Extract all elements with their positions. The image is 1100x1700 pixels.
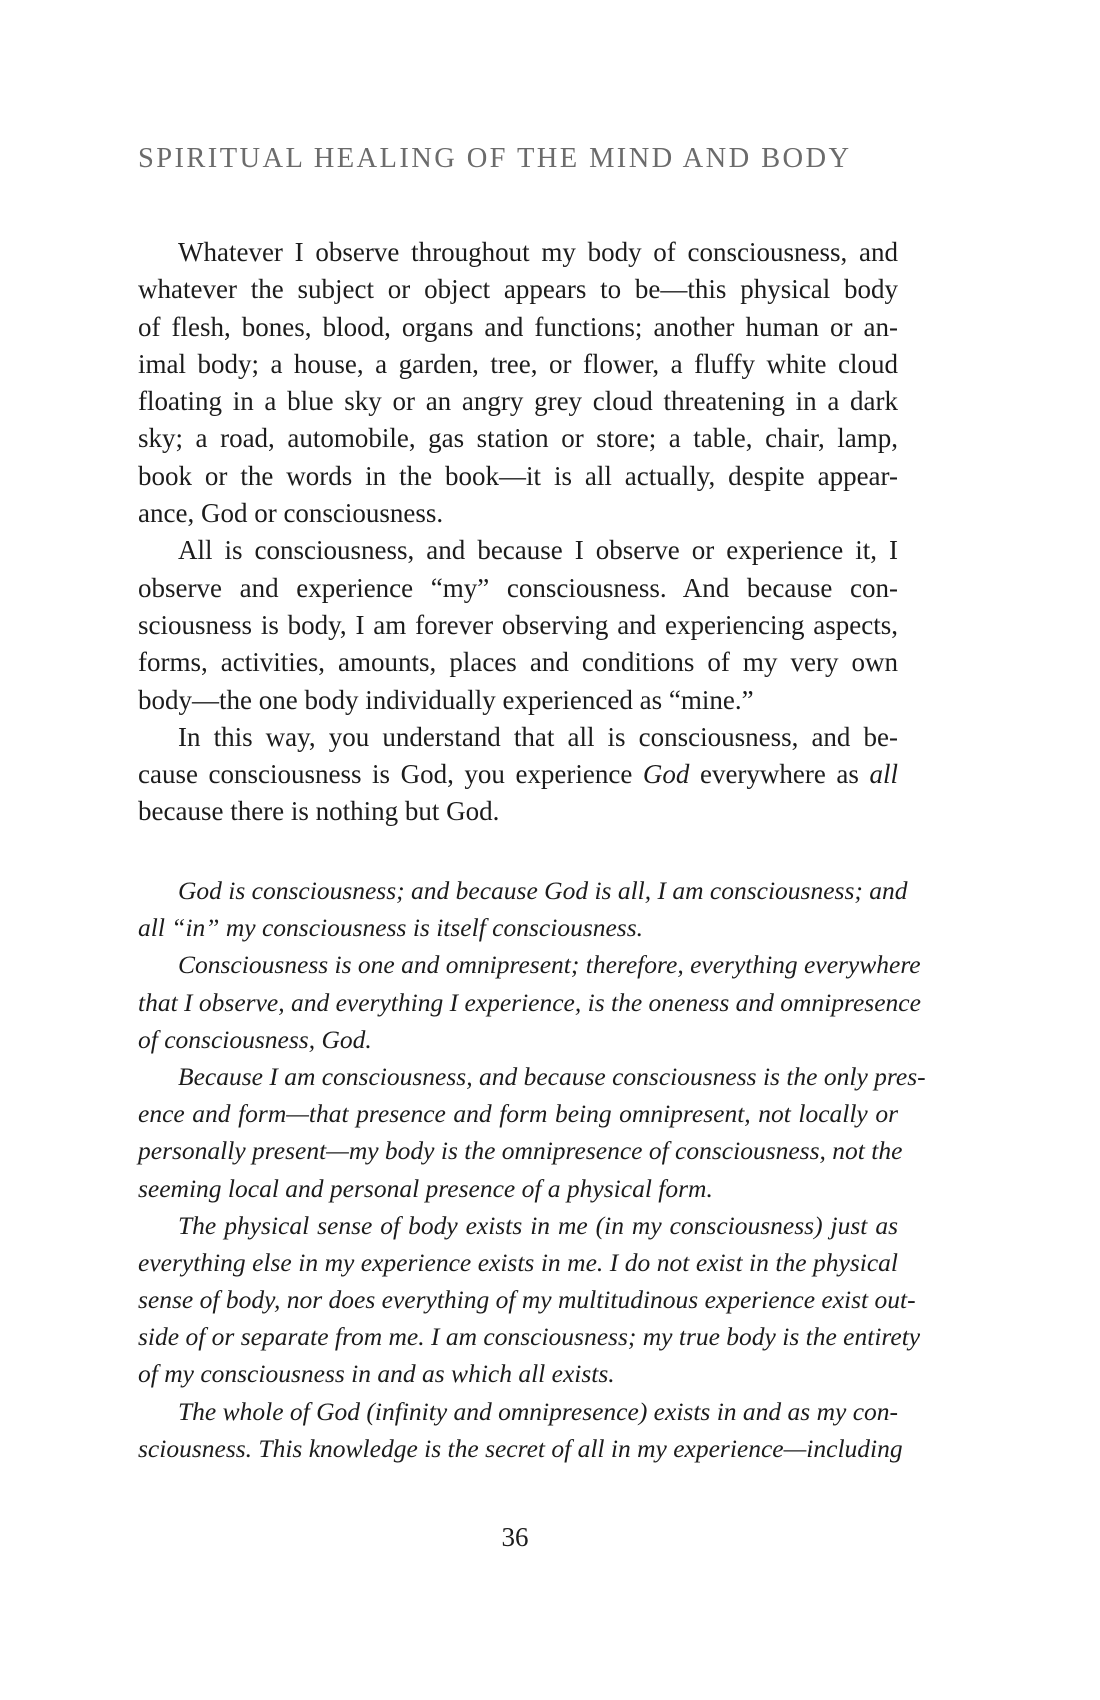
text-line: all “in” my consciousness is itself consciousness. xyxy=(138,913,644,943)
text-fragment: everywhere as xyxy=(689,759,870,790)
italic-paragraph-2 xyxy=(138,946,921,1058)
text-line: whatever the subject or object appears to be—this physical body xyxy=(138,274,898,305)
text-line: Consciousness is one and omnipresent; therefore, everything everywhere xyxy=(178,950,921,980)
text-line: observe and experience “my” consciousness. And because con- xyxy=(138,572,898,603)
text-fragment: cause consciousness is God, you experience xyxy=(138,759,643,790)
emphasis-god: God xyxy=(642,759,690,790)
text-line: seeming local and personal presence of a physical form. xyxy=(138,1173,713,1203)
text-line: sciousness is body, I am forever observing and experiencing aspects, xyxy=(138,609,898,640)
text-line: because there is nothing but God. xyxy=(138,796,500,827)
text-line: ence and form—that presence and form being omnipresent, not locally or xyxy=(138,1099,898,1129)
text-line: sky; a road, automobile, gas station or store; a table, chair, lamp, xyxy=(138,423,898,454)
page-number: 36 xyxy=(501,1522,529,1552)
text-line: ance, God or consciousness. xyxy=(138,498,444,529)
text-line: imal body; a house, a garden, tree, or flower, a fluffy white cloud xyxy=(138,348,898,379)
text-line: The physical sense of body exists in me (in my consciousness) just as xyxy=(178,1210,898,1240)
running-head: SPIRITUAL HEALING OF THE MIND AND BODY xyxy=(138,143,852,174)
text-line: everything else in my experience exists in me. I do not exist in the physical xyxy=(138,1247,898,1277)
text-line-mixed xyxy=(138,759,898,796)
text-line: Because I am consciousness, and because consciousness is the only pres- xyxy=(178,1061,926,1091)
text-line: body—the one body individually experienced as “mine.” xyxy=(138,684,754,715)
text-line: God is consciousness; and because God is all, I am consciousness; and xyxy=(178,876,908,905)
text-line: of my consciousness in and as which all exists. xyxy=(138,1359,615,1389)
paragraph-2 xyxy=(138,535,898,721)
italic-paragraph-1 xyxy=(138,872,908,946)
paragraph-3 xyxy=(138,722,898,834)
text-line: All is consciousness, and because I observe or experience it, I xyxy=(178,535,898,566)
text-line: of consciousness, God. xyxy=(138,1024,372,1054)
body-text xyxy=(138,237,898,834)
italic-paragraph-5 xyxy=(138,1393,903,1467)
text-line: The whole of God (infinity and omnipresence) exists in and as my con- xyxy=(178,1396,899,1426)
text-line: book or the words in the book—it is all actually, despite appear- xyxy=(138,460,898,491)
text-line: that I observe, and everything I experience, is the oneness and omnipresence xyxy=(138,987,921,1017)
italic-meditation-block xyxy=(138,872,926,1467)
emphasis-all: all xyxy=(869,759,898,790)
text-line: forms, activities, amounts, places and conditions of my very own xyxy=(138,647,898,678)
italic-paragraph-3 xyxy=(138,1058,926,1207)
text-line: sciousness. This knowledge is the secret of all in my experience—including xyxy=(138,1433,903,1463)
text-line: side of or separate from me. I am consciousness; my true body is the entirety xyxy=(138,1322,921,1352)
text-line: sense of body, nor does everything of my multitudinous experience exist out- xyxy=(138,1285,916,1315)
text-line: floating in a blue sky or an angry grey cloud threatening in a dark xyxy=(138,386,898,417)
text-line: In this way, you understand that all is consciousness, and be- xyxy=(178,721,898,752)
italic-paragraph-4 xyxy=(138,1207,921,1393)
text-line: personally present—my body is the omnipresence of consciousness, not the xyxy=(138,1136,903,1166)
paragraph-1 xyxy=(138,237,898,535)
text-line: of flesh, bones, blood, organs and functions; another human or an- xyxy=(138,311,898,342)
text-line: Whatever I observe throughout my body of consciousness, and xyxy=(178,237,898,267)
